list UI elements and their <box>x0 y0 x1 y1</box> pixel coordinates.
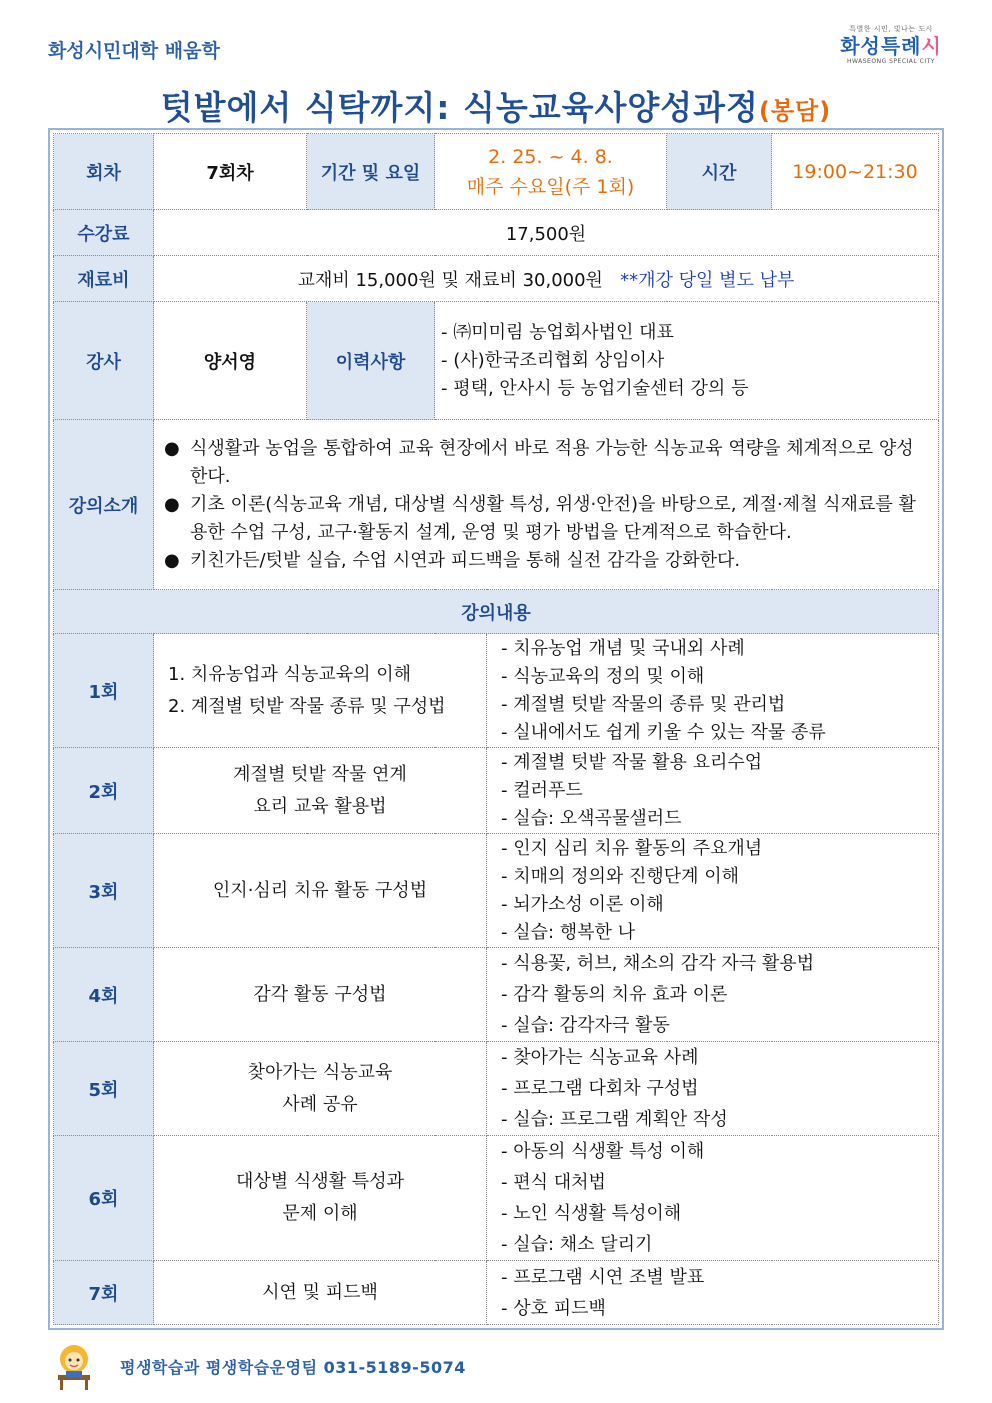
detail-line: - 컬러푸드 <box>501 779 583 801</box>
intro-content <box>154 420 939 590</box>
title-sub: (봉담) <box>758 97 832 125</box>
material-label: 재료비 <box>54 256 154 302</box>
course-table <box>48 128 944 1330</box>
fee-label: 수강료 <box>54 210 154 256</box>
bullet-dot: ● <box>164 493 180 515</box>
topic-line: 1. 치유농업과 식농교육의 이해 <box>168 663 411 685</box>
session-details <box>487 1261 939 1325</box>
topic-line: 시연 및 피드백 <box>262 1281 378 1303</box>
time-value: 19:00~21:30 <box>772 134 939 210</box>
career-item: - 평택, 안사시 등 농업기술센터 강의 등 <box>441 377 749 399</box>
session-no: 2회 <box>54 748 154 834</box>
detail-line: - 실내에서도 쉽게 키울 수 있는 작물 종류 <box>501 721 826 743</box>
period-days: 매주 수요일(주 1회) <box>466 175 635 198</box>
logo-name-main: 화성특례 <box>840 34 922 58</box>
session-details <box>487 834 939 948</box>
career-item: - (사)한국조리협회 상임이사 <box>441 349 665 371</box>
career-label: 이력사항 <box>307 302 435 420</box>
logo-english: HWASEONG SPECIAL CITY <box>847 58 935 65</box>
detail-line: - 프로그램 시연 조별 발표 <box>501 1266 705 1288</box>
session-topic <box>154 1042 487 1136</box>
detail-line: - 인지 심리 치유 활동의 주요개념 <box>501 837 763 859</box>
footer <box>50 1338 750 1394</box>
period-value <box>435 134 667 210</box>
session-topic <box>154 834 487 948</box>
bullet-dot: ● <box>164 437 180 459</box>
topic-line: 문제 이해 <box>282 1203 358 1224</box>
detail-line: - 계절별 텃밭 작물의 종류 및 관리법 <box>501 693 786 715</box>
intro-text: 키친가든/텃밭 실습, 수업 시연과 피드백을 통해 실전 감각을 강화한다. <box>190 549 741 571</box>
mascot-icon <box>50 1341 98 1391</box>
session-details <box>487 1136 939 1261</box>
topic-line: 계절별 텃밭 작물 연계 <box>233 763 407 785</box>
organization-name: 화성시민대학 배움학 <box>48 40 220 62</box>
detail-line: - 아동의 식생활 특성 이해 <box>501 1141 705 1162</box>
session-topic <box>154 748 487 834</box>
session-details <box>487 948 939 1042</box>
session-topic <box>154 634 487 748</box>
detail-line: - 실습: 오색곡물샐러드 <box>501 807 682 829</box>
topic-line: 2. 계절별 텃밭 작물 종류 및 구성법 <box>168 695 446 717</box>
session-details <box>487 748 939 834</box>
detail-line: - 실습: 채소 달리기 <box>501 1234 653 1255</box>
material-note: **개강 당일 별도 납부 <box>620 269 795 291</box>
page-title <box>0 82 992 129</box>
session-no: 3회 <box>54 834 154 948</box>
detail-line: - 실습: 행복한 나 <box>501 921 636 943</box>
detail-line: - 상호 피드백 <box>501 1297 606 1319</box>
intro-bullet <box>164 435 928 491</box>
session-no: 6회 <box>54 1136 154 1261</box>
session-details <box>487 634 939 748</box>
intro-text: 기초 이론(식농교육 개념, 대상별 식생활 특성, 위생·안전)을 바탕으로, 계절·제철 식재료를 활용한 수업 구성, 교구·활동지 설계, 운영 및 평가 방법을 단계적으로 학습한다. <box>190 493 916 543</box>
detail-line: - 치유농업 개념 및 국내외 사례 <box>501 637 745 659</box>
detail-line: - 실습: 감각자극 활동 <box>501 1015 670 1036</box>
logo-name <box>832 34 950 58</box>
content-header: 강의내용 <box>54 590 939 634</box>
career-list <box>435 302 939 420</box>
topic-line: 찾아가는 식농교육 <box>247 1061 393 1083</box>
session-details <box>487 1042 939 1136</box>
topic-line: 인지·심리 치유 활동 구성법 <box>212 879 428 901</box>
logo-name-accent: 시 <box>921 34 942 58</box>
session-topic <box>154 1136 487 1261</box>
intro-bullet <box>164 547 928 575</box>
time-label: 시간 <box>667 134 772 210</box>
detail-line: - 치매의 정의와 진행단계 이해 <box>501 865 740 887</box>
detail-line: - 찾아가는 식농교육 사례 <box>501 1047 699 1068</box>
detail-line: - 계절별 텃밭 작물 활용 요리수업 <box>501 751 763 773</box>
detail-line: - 뇌가소성 이론 이해 <box>501 893 664 915</box>
material-value <box>154 256 939 302</box>
session-topic <box>154 1261 487 1325</box>
session-label: 회차 <box>54 134 154 210</box>
title-main: 텃밭에서 식탁까지: 식농교육사양성과정 <box>160 88 759 127</box>
topic-line: 요리 교육 활용법 <box>253 795 387 817</box>
detail-line: - 감각 활동의 치유 효과 이론 <box>501 984 728 1005</box>
topic-line: 대상별 식생활 특성과 <box>236 1171 404 1192</box>
city-logo <box>832 24 950 65</box>
detail-line: - 식용꽃, 허브, 채소의 감각 자극 활용법 <box>501 953 815 974</box>
session-no: 1회 <box>54 634 154 748</box>
session-topic <box>154 948 487 1042</box>
instructor-name: 양서영 <box>154 302 307 420</box>
footer-contact: 평생학습과 평생학습운영팀 031-5189-5074 <box>120 1357 466 1377</box>
period-dates: 2. 25. ~ 4. 8. <box>488 145 613 168</box>
detail-line: - 노인 식생활 특성이해 <box>501 1203 682 1224</box>
session-value: 7회차 <box>154 134 307 210</box>
detail-line: - 편식 대처법 <box>501 1172 606 1193</box>
session-no: 4회 <box>54 948 154 1042</box>
topic-line: 사례 공유 <box>282 1093 358 1115</box>
bullet-dot: ● <box>164 549 180 571</box>
logo-slogan: 특별한 시민, 빛나는 도시 <box>849 25 933 33</box>
period-label: 기간 및 요일 <box>307 134 435 210</box>
session-no: 7회 <box>54 1261 154 1325</box>
intro-text: 식생활과 농업을 통합하여 교육 현장에서 바로 적용 가능한 식농교육 역량을 체계적으로 양성한다. <box>190 437 914 487</box>
career-item: - ㈜미미림 농업회사법인 대표 <box>441 321 674 343</box>
course-info-table <box>53 133 939 1325</box>
material-cost: 교재비 15,000원 및 재료비 30,000원 <box>297 269 603 291</box>
fee-value: 17,500원 <box>154 210 939 256</box>
session-no: 5회 <box>54 1042 154 1136</box>
detail-line: - 식농교육의 정의 및 이해 <box>501 665 705 687</box>
instructor-label: 강사 <box>54 302 154 420</box>
detail-line: - 프로그램 다회차 구성법 <box>501 1078 699 1099</box>
intro-label: 강의소개 <box>54 420 154 590</box>
detail-line: - 실습: 프로그램 계획안 작성 <box>501 1109 728 1130</box>
topic-line: 감각 활동 구성법 <box>253 983 387 1005</box>
intro-bullet <box>164 491 928 547</box>
